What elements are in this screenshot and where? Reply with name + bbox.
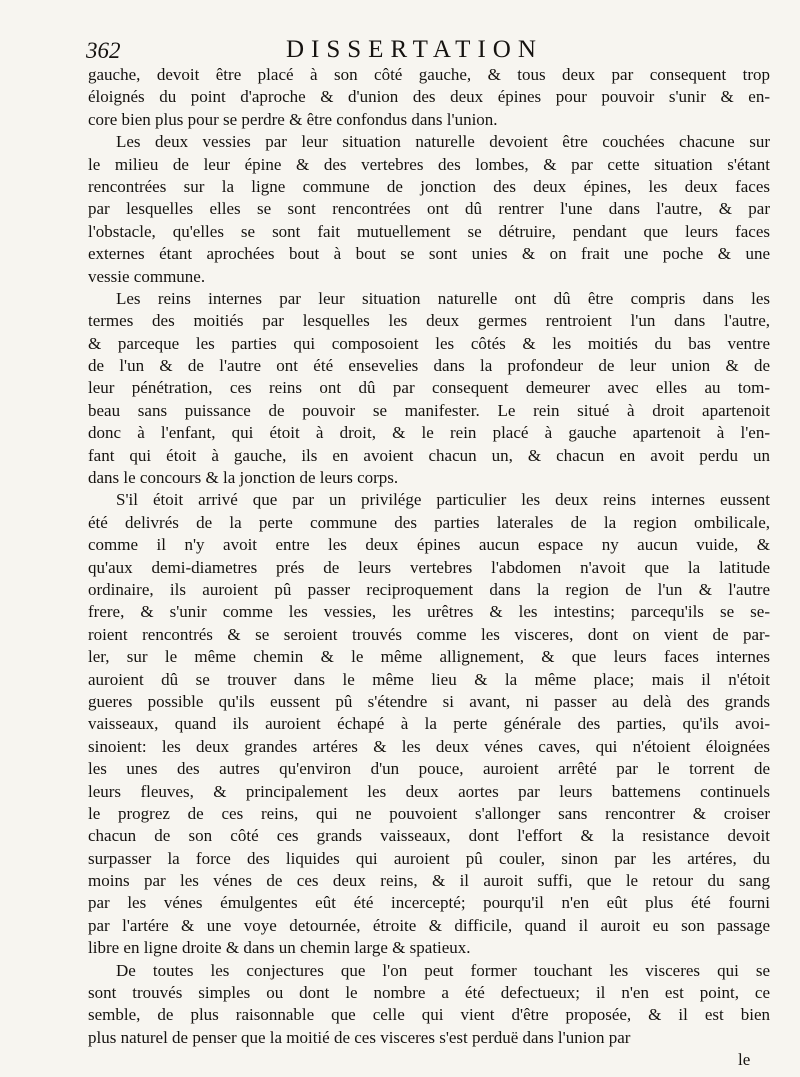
text-line: leur pénétration, ces reins ont dû par consequent demeurer avec elles au tom- bbox=[88, 378, 770, 398]
text-line: auroient dû se trouver dans le même lieu & la même place; mais il n'étoit bbox=[88, 669, 770, 689]
text-line: les unes des autres qu'environ d'un pouce, auroient arrêté par le torrent de bbox=[88, 759, 770, 779]
text-line: vessie commune. bbox=[88, 266, 206, 286]
text-line: frere, & s'unir comme les vessies, les urêtres & les intestins; parcequ'ils se se- bbox=[88, 602, 770, 622]
paragraph bbox=[88, 960, 770, 1050]
text-line: le milieu de leur épine & des vertebres des lombes, & par cette situation s'étant bbox=[88, 154, 770, 174]
paragraph bbox=[88, 489, 770, 959]
text-line: éloignés du point d'aproche & d'union des deux épines pour pouvoir s'unir & en- bbox=[88, 87, 770, 107]
running-title: DISSERTATION bbox=[286, 36, 543, 63]
text-line: l'obstacle, qu'elles se sont fait mutuellement se détruire, pendant que leurs faces bbox=[88, 221, 770, 241]
paragraph bbox=[88, 64, 770, 131]
text-line: libre en ligne droite & dans un chemin large & spatieux. bbox=[88, 938, 471, 958]
text-line: & parceque les parties qui composoient les côtés & les moitiés du bas ventre bbox=[88, 333, 770, 353]
text-line: chacun de son côté ces grands vaisseaux, dont l'effort & la resistance devoit bbox=[88, 826, 770, 846]
text-line: vaisseaux, quand ils auroient échapé à la perte générale des parties, qu'ils avoi- bbox=[88, 714, 770, 734]
paragraph bbox=[88, 131, 770, 288]
text-line: surpasser la force des liquides qui auroient pû couler, sinon par les artéres, du bbox=[88, 848, 770, 868]
page-number: 362 bbox=[86, 38, 121, 63]
text-line: par lesquelles elles se sont rencontrées ont dû rentrer l'une dans l'autre, & par bbox=[88, 199, 770, 219]
catchword: le bbox=[738, 1050, 751, 1069]
text-line: roient rencontrés & se seroient trouvés comme les visceres, dont on vient de par- bbox=[88, 624, 770, 644]
text-line: donc à l'enfant, qui étoit à droit, & le rein placé à gauche apartenoit à l'en- bbox=[88, 423, 770, 443]
text-line: ler, sur le même chemin & le même allignement, & que leurs faces internes bbox=[88, 647, 770, 667]
text-line: core bien plus pour se perdre & être confondus dans l'union. bbox=[88, 109, 498, 129]
text-line: externes étant aprochées bout à bout se sont unies & on frait une poche & une bbox=[88, 244, 770, 264]
text-line: plus naturel de penser que la moitié de ces visceres s'est perduë dans l'union par bbox=[88, 1027, 631, 1047]
text-line: comme il n'y avoit entre les deux épines aucun espace ny aucun vuide, & bbox=[88, 535, 770, 555]
page-header bbox=[86, 36, 770, 66]
text-line: semble, de plus raisonnable que celle qui vient d'être proposée, & il est bien bbox=[88, 1005, 770, 1025]
text-line: leurs fleuves, & principalement les deux aortes par leurs battemens continuels bbox=[88, 781, 770, 801]
text-line: gauche, devoit être placé à son côté gauche, & tous deux par consequent trop bbox=[88, 65, 770, 84]
text-line: sinoient: les deux grandes artéres & les deux vénes caves, qui n'étoient éloignées bbox=[88, 736, 770, 756]
text-line: le progrez de ces reins, qui ne pouvoient s'allonger sans rencontrer & croiser bbox=[88, 803, 770, 823]
text-line: S'il étoit arrivé que par un privilége particulier les deux reins internes eussent bbox=[116, 490, 770, 510]
text-line: sont trouvés simples ou dont le nombre a été defectueux; il n'en est point, ce bbox=[88, 983, 770, 1003]
text-line: rencontrées sur la ligne commune de jonction des deux épines, les deux faces bbox=[88, 176, 770, 196]
text-line: par les vénes émulgentes eût été incercepté; pourqu'il n'en eût plus été fourni bbox=[88, 893, 770, 913]
text-line: de l'un & de l'autre ont été ensevelies dans la profondeur de leur union & de bbox=[88, 356, 770, 376]
text-line: Les reins internes par leur situation naturelle ont dû être compris dans les bbox=[116, 288, 770, 308]
text-line: Les deux vessies par leur situation naturelle devoient être couchées chacune sur bbox=[116, 132, 770, 152]
text-line: par l'artére & une voye detournée, étroite & difficile, quand il auroit eu son passage bbox=[88, 915, 770, 935]
text-line: De toutes les conjectures que l'on peut former touchant les visceres qui se bbox=[116, 960, 770, 980]
text-line: qu'aux demi-diametres prés de leurs vertebres l'abdomen n'avoit que la latitude bbox=[88, 557, 770, 577]
text-line: fant qui étoit à gauche, ils en avoient chacun un, & chacun en avoit perdu un bbox=[88, 445, 770, 465]
text-body bbox=[88, 64, 770, 1049]
text-line: dans le concours & la jonction de leurs corps. bbox=[88, 468, 399, 488]
text-line: ordinaire, ils auroient pû passer reciproquement dans la region de l'un & l'autre bbox=[88, 579, 770, 599]
text-line: moins par les vénes de ces deux reins, & il auroit suffi, que le retour du sang bbox=[88, 871, 770, 891]
text-line: termes des moitiés par lesquelles les deux germes rentroient l'un dans l'autre, bbox=[88, 311, 770, 331]
paragraph bbox=[88, 288, 770, 490]
text-line: beau sans puissance de pouvoir se manifester. Le rein situé à droit apartenoit bbox=[88, 400, 770, 420]
text-line: été delivrés de la perte commune des parties laterales de la region ombilicale, bbox=[88, 512, 770, 532]
text-line: gueres possible qu'ils eussent pû s'étendre si avant, ni passer au delà des grands bbox=[88, 691, 770, 711]
